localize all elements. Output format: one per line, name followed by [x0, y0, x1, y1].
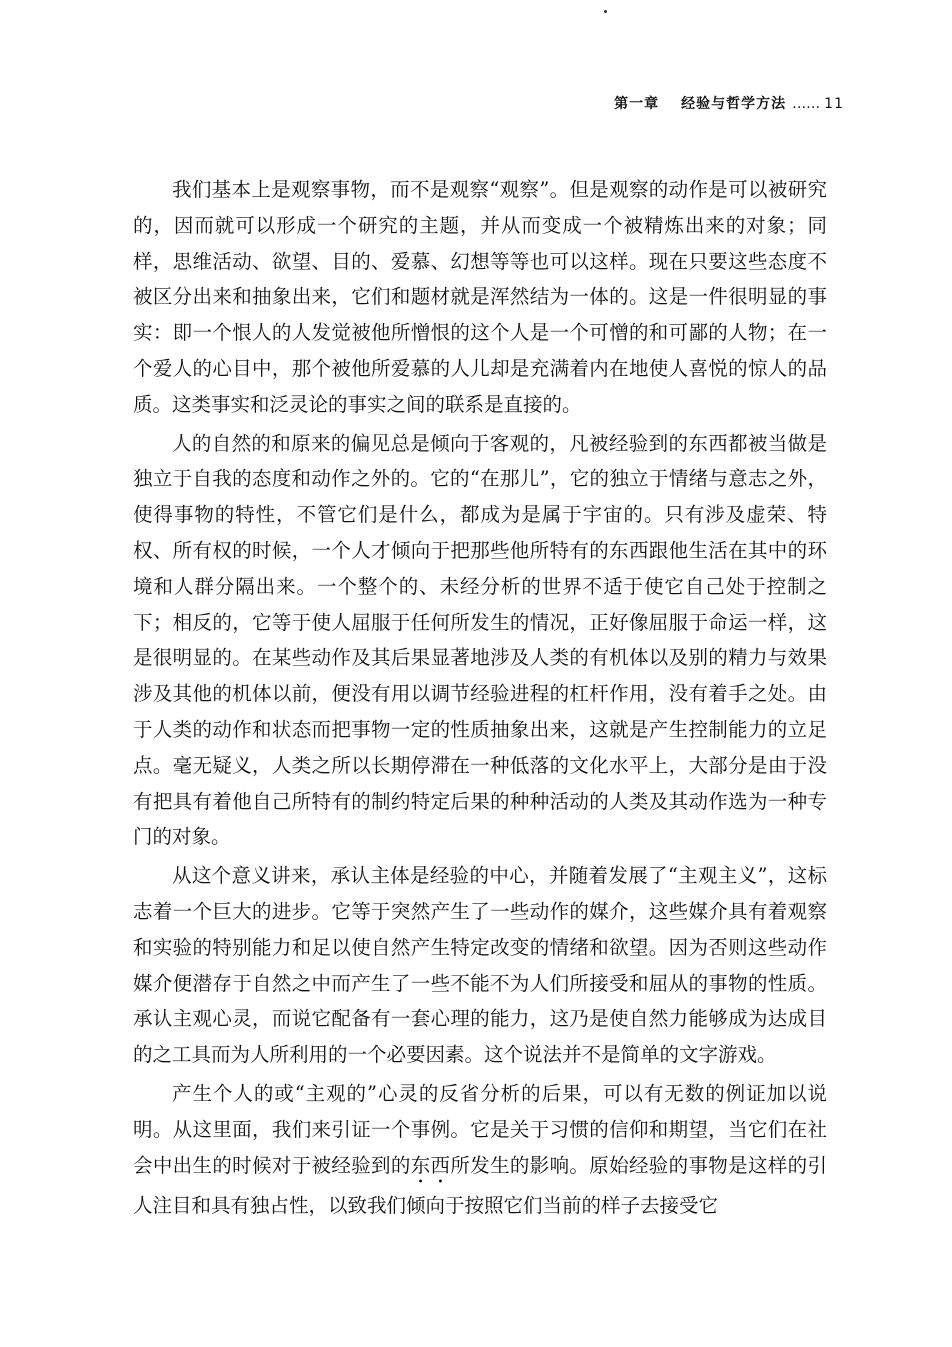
chapter-label: 第一章	[614, 96, 660, 112]
paragraph-text: 我们基本上是观察事物，而不是观察“观察”。但是观察的动作是可以被研究的，因而就可以形成一个研究的主题，并从而变成一个被精炼出来的对象；同样，思维活动、欲望、目的、爱慕、幻想等等也可以这样。现在只要这些态度不被区分出来和抽象出来，它们和题材就是浑然结为一体的。这是一件很明显的事实：即一个恨人的人发觉被他所憎恨的这个人是一个可憎的和可鄙的人物；在一个爱人的心目中，那个被他所爱慕的人儿却是充满着内在地使人喜悦的惊人的品质。这类事实和泛灵论的事实之间的联系是直接的。	[133, 178, 827, 416]
paragraph-text-continued: 所发生的影响。原始经验的事物是这样的引人注目和具有独占性，以致我们倾向于按照它们当前的样子去接受它	[133, 1153, 827, 1217]
paragraph	[133, 1076, 827, 1223]
paragraph	[133, 172, 827, 423]
body-text	[133, 172, 827, 1226]
header-dots: ……	[792, 96, 821, 112]
paragraph-text: 产生个人的或“主观的”心灵的反省分析的后果，可以有无数的例证加以说明。从这里面，我们来引证一个事例。它是关于习惯的信仰和期望，当它们在社会中出生的时候对于被经验到的	[133, 1081, 827, 1177]
paragraph-text: 从这个意义讲来，承认主体是经验的中心，并随着发展了“主观主义”，这标志着一个巨大的进步。它等于突然产生了一些动作的媒介，这些媒介具有着观察和实验的特别能力和足以使自然产生特定改变的情绪和欲望。因为否则这些动作媒介便潜存于自然之中而产生了一些不能不为人们所接受和屈从的事物的性质。承认主观心灵，而说它配备有一套心理的能力，这乃是使自然力能够成为达成目的之工具而为人所利用的一个必要因素。这个说法并不是简单的文字游戏。	[133, 864, 827, 1067]
scan-speck	[604, 10, 607, 13]
running-header	[614, 94, 844, 114]
page-number: 11	[824, 96, 844, 112]
paragraph-text: 人的自然的和原来的偏见总是倾向于客观的，凡被经验到的东西都被当做是独立于自我的态度和动作之外的。它的“在那儿”，它的独立于情绪与意志之外，使得事物的特性，不管它们是什么，都成为是属于宇宙的。只有涉及虚荣、特权、所有权的时候，一个人才倾向于把那些他所特有的东西跟他生活在其中的环境和人群分隔出来。一个整个的、未经分析的世界不适于使它自己处于控制之下；相反的，它等于使人屈服于任何所发生的情况，正好像屈服于命运一样，这是很明显的。在某些动作及其后果显著地涉及人类的有机体以及别的精力与效果涉及其他的机体以前，便没有用以调节经验进程的杠杆作用，没有着手之处。由于人类的动作和状态而把事物一定的性质抽象出来，这就是产生控制能力的立足点。毫无疑义，人类之所以长期停滞在一种低落的文化水平上，大部分是由于没有把具有着他自己所特有的制约特定后果的种种活动的人类及其动作选为一种专门的对象。	[133, 431, 827, 849]
paragraph	[133, 858, 827, 1073]
chapter-title: 经验与哲学方法	[681, 96, 787, 112]
emphasized-text: 东西	[410, 1153, 451, 1177]
paragraph	[133, 426, 827, 856]
